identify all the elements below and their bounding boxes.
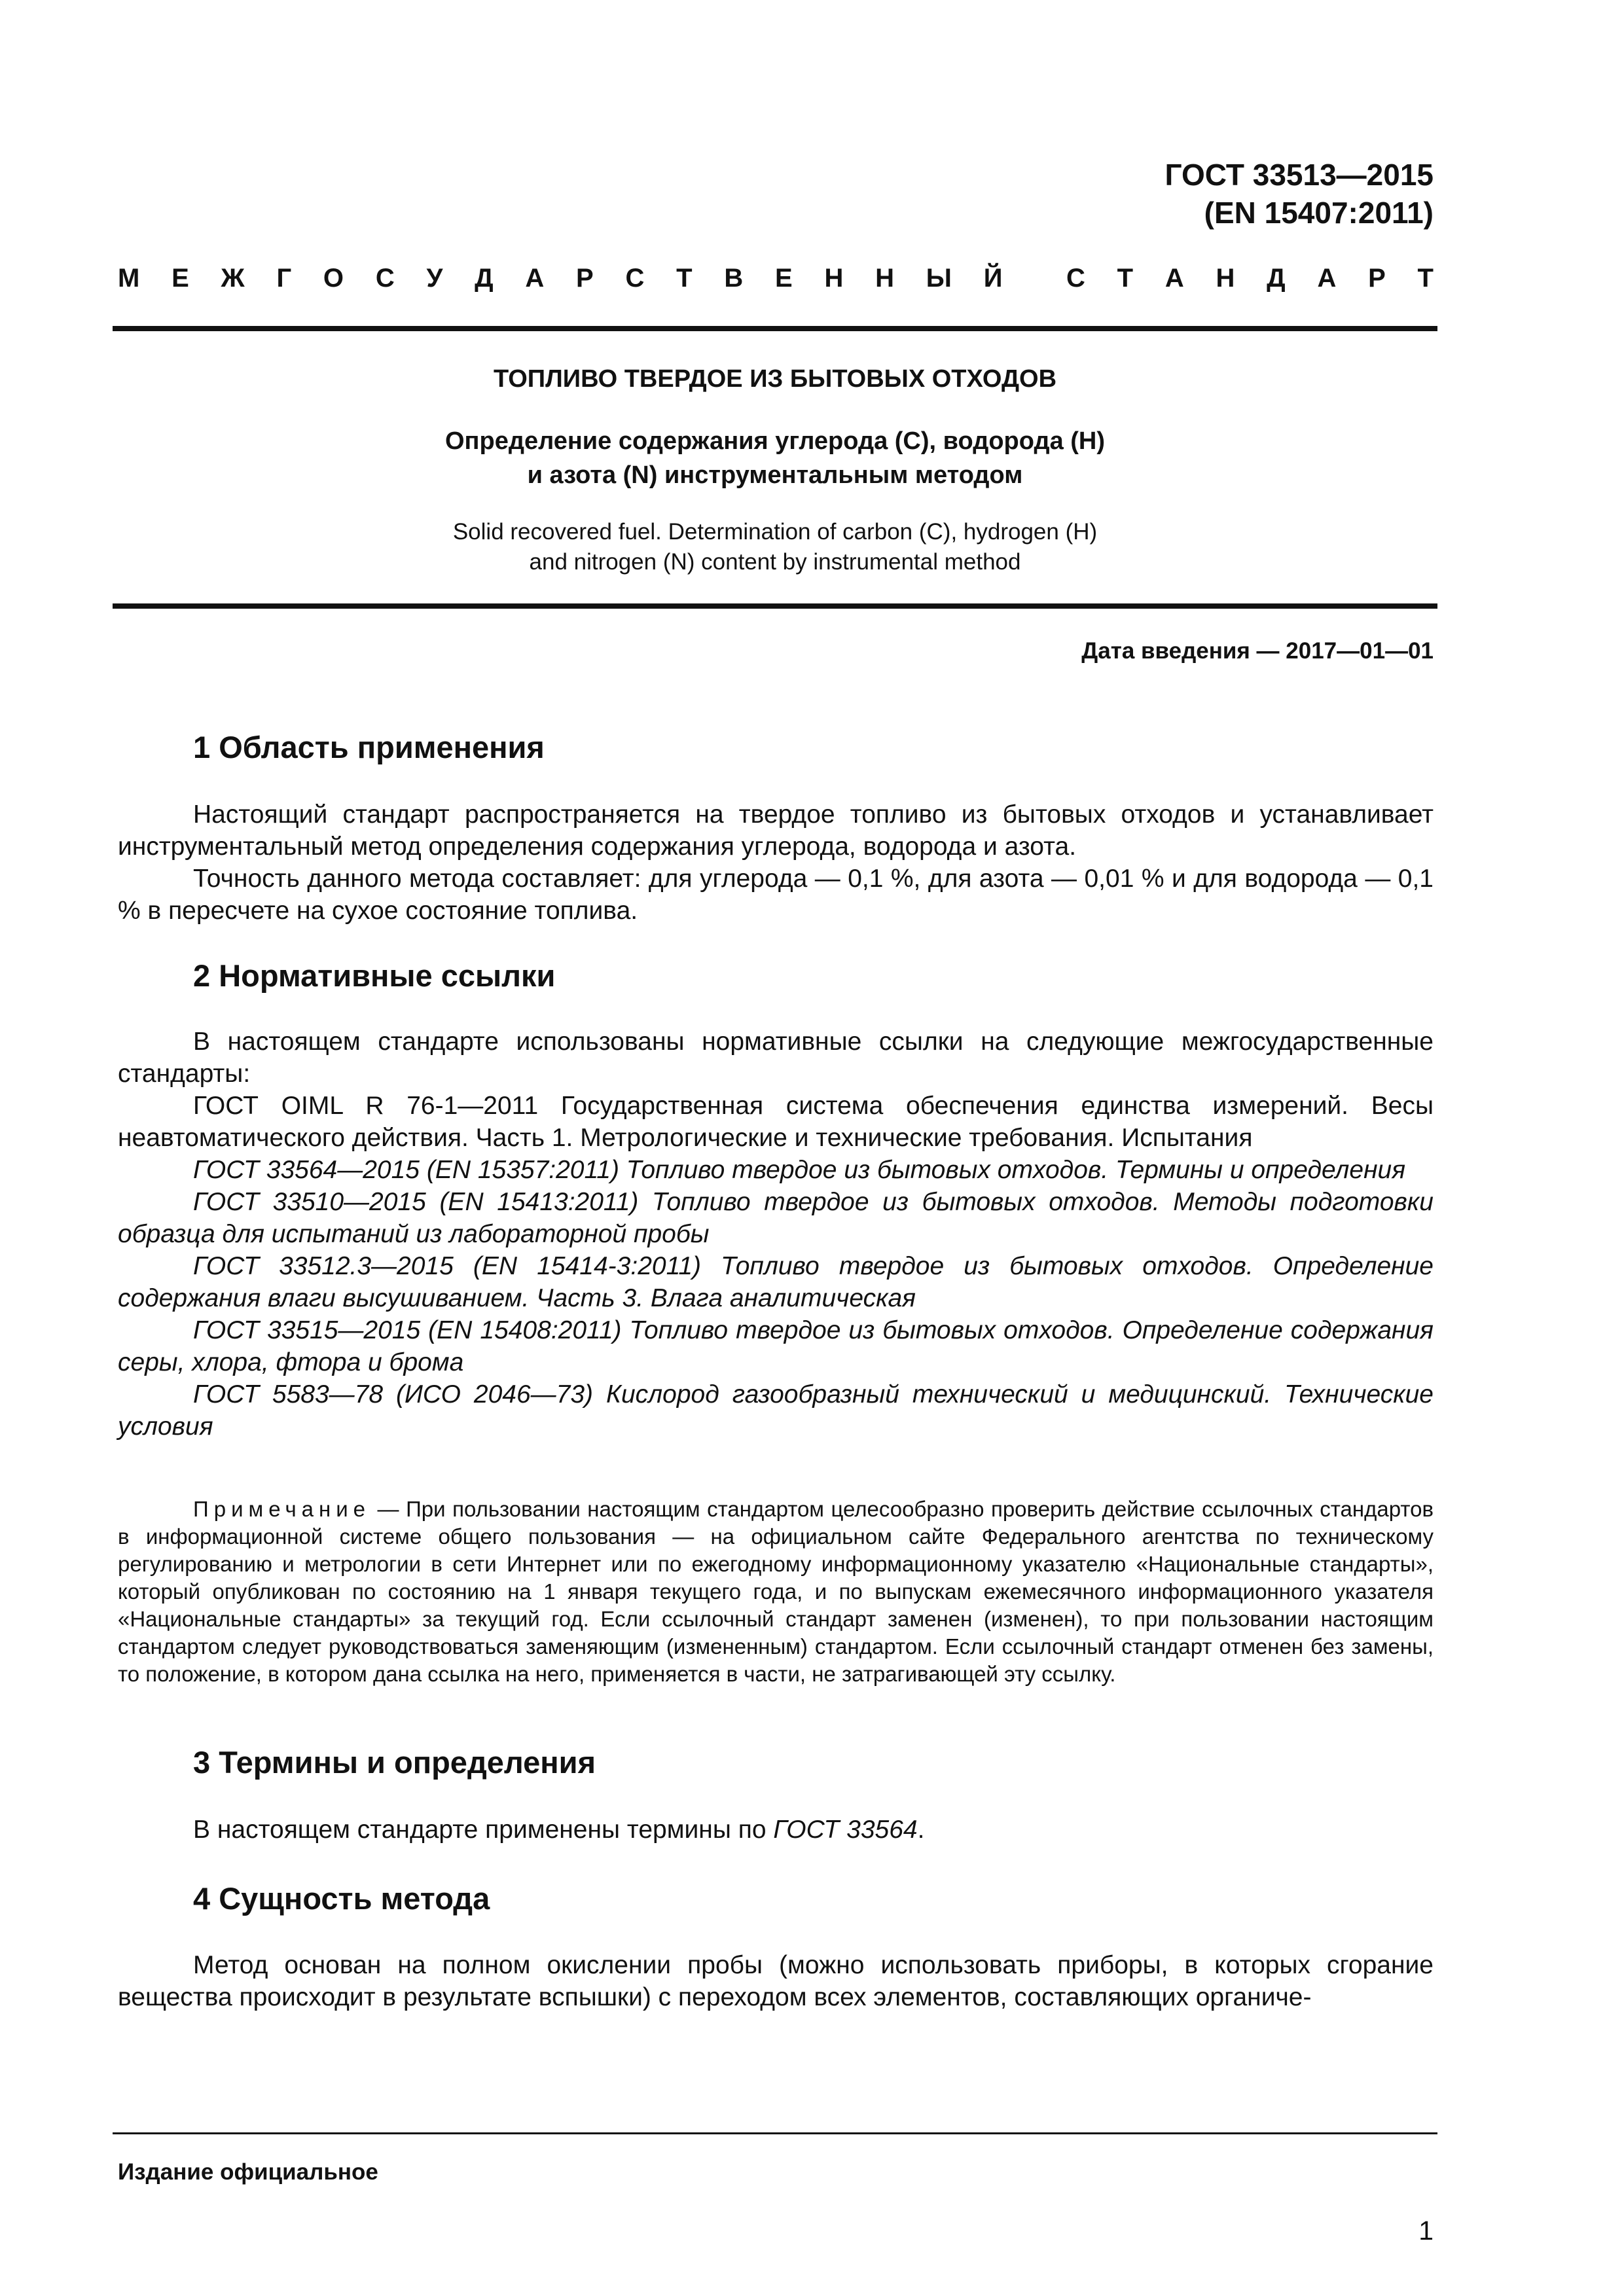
section-4-heading: 4 Сущность метода (193, 1881, 490, 1916)
standard-type-letter: Ы (926, 264, 952, 293)
standard-type-letter: Н (1216, 264, 1235, 293)
intro-date: Дата введения — 2017—01—01 (1081, 638, 1434, 664)
note-label: Примечание (193, 1497, 371, 1521)
reference-item: ГОСТ 33515—2015 (EN 15408:2011) Топливо твердое из бытовых отходов. Определение содержания серы, хлора, фтора и брома (118, 1316, 1434, 1376)
standard-type (118, 264, 1434, 293)
section-4-paragraph: Метод основан на полном окислении пробы (можно использовать приборы, в которых сгорание вещества происходит в результате вспышки) с переходом всех элементов, составляющих органиче- (118, 1951, 1434, 2011)
standard-type-letter: У (426, 264, 443, 293)
note-paragraph (118, 1496, 1434, 1688)
section-4-body (118, 1949, 1434, 2013)
section-1-heading: 1 Область применения (193, 730, 545, 764)
standard-type-letter: С (1066, 264, 1085, 293)
section-3-end: . (917, 1816, 925, 1844)
title-english-line-1: Solid recovered fuel. Determination of carbon (C), hydrogen (H) (452, 519, 1098, 545)
section-3-heading: 3 Термины и определения (193, 1745, 596, 1780)
reference-item: ГОСТ 33564—2015 (EN 15357:2011) Топливо твердое из бытовых отходов. Термины и определения (193, 1156, 1406, 1184)
standard-type-letter: В (724, 264, 744, 293)
standard-type-letter: Е (775, 264, 793, 293)
standard-type-letter: С (625, 264, 645, 293)
standard-type-letter: А (525, 264, 545, 293)
note-text: — При пользовании настоящим стандартом целесообразно проверить действие ссылочных стандартов в информационной системе общего пользования — на официальном сайте Федерального агентства по техническому регулированию и метрологии в сети Интернет или по ежегодному информационному указателю «Национальные стандарты», который опубликован по состоянию на 1 января текущего года, и по выпускам ежемесячного информационного указателя «Национальные стандарты» за текущий год. Если ссылочный стандарт заменен (изменен), то при пользовании настоящим стандартом следует руководствоваться заменяющим (измененным) стандартом. Если ссылочный стандарт отменен без замены, то положение, в котором дана ссылка на него, применяется в части, не затрагивающей эту ссылку. (118, 1497, 1434, 1686)
section-1-paragraph: Точность данного метода составляет: для углерода — 0,1 %, для азота — 0,01 % и для водорода — 0,1 % в пересчете на сухое состояние топлива. (118, 865, 1434, 925)
reference-item: ГОСТ OIML R 76-1—2011 Государственная система обеспечения единства измерений. Весы неавтоматического действия. Часть 1. Метрологические и технические требования. Испытания (118, 1092, 1434, 1152)
standard-type-letter: А (1317, 264, 1337, 293)
section-2-heading: 2 Нормативные ссылки (193, 958, 556, 993)
standard-type-letter: А (1164, 264, 1184, 293)
standard-type-letter: Н (824, 264, 844, 293)
standard-type-letter: Р (1368, 264, 1386, 293)
reference-item: ГОСТ 33512.3—2015 (EN 15414-3:2011) Топливо твердое из бытовых отходов. Определение содержания влаги высушиванием. Часть 3. Влага аналитическая (118, 1252, 1434, 1312)
standard-type-letter: Т (676, 264, 693, 293)
standard-type-letter: Т (1117, 264, 1134, 293)
footer-divider (113, 2132, 1437, 2134)
standard-type-letter: Д (1267, 264, 1286, 293)
standard-type-letter: М (118, 264, 140, 293)
title-english-line-2: and nitrogen (N) content by instrumental method (529, 549, 1021, 575)
title-english (113, 517, 1437, 577)
standard-type-letter: Й (983, 264, 1003, 293)
section-2-body (118, 1026, 1434, 1443)
section-2-intro: В настоящем стандарте использованы нормативные ссылки на следующие межгосударственные стандарты: (118, 1028, 1434, 1088)
section-1-paragraph: Настоящий стандарт распространяется на твердое топливо из бытовых отходов и устанавливает инструментальный метод определения содержания углерода, водорода и азота. (118, 800, 1434, 861)
edition-label: Издание официальное (118, 2159, 378, 2185)
title-divider (113, 603, 1437, 609)
page-number: 1 (1418, 2215, 1434, 2246)
standard-type-letter: Г (276, 264, 292, 293)
standard-type-letter: Ж (221, 264, 245, 293)
section-3-text: В настоящем стандарте применены термины по (193, 1816, 774, 1844)
header-divider (113, 326, 1437, 331)
section-3-paragraph (118, 1814, 1434, 1846)
section-3-body (118, 1814, 1434, 1846)
standard-type-letter: О (323, 264, 344, 293)
reference-item: ГОСТ 33510—2015 (EN 15413:2011) Топливо твердое из бытовых отходов. Методы подготовки образца для испытаний из лабораторной пробы (118, 1188, 1434, 1248)
subtitle-line-2: и азота (N) инструментальным методом (527, 461, 1023, 489)
note-block (118, 1496, 1434, 1688)
subtitle-line-1: Определение содержания углерода (С), водорода (Н) (444, 427, 1106, 455)
document-number-block (1165, 156, 1434, 232)
title-subtitle (113, 424, 1437, 492)
standard-type-letter: Д (475, 264, 494, 293)
en-number: (EN 15407:2011) (1204, 196, 1434, 230)
section-3-reference: ГОСТ 33564 (773, 1816, 918, 1844)
title-main: ТОПЛИВО ТВЕРДОЕ ИЗ БЫТОВЫХ ОТХОДОВ (493, 365, 1057, 393)
standard-type-letter: Е (171, 264, 189, 293)
standard-type-letter: Р (576, 264, 594, 293)
standard-type-letter: Т (1417, 264, 1434, 293)
standard-type-letter: С (375, 264, 395, 293)
standard-type-letter: Н (875, 264, 895, 293)
section-1-body (118, 798, 1434, 927)
doc-number: ГОСТ 33513—2015 (1164, 158, 1434, 192)
reference-item: ГОСТ 5583—78 (ИСО 2046—73) Кислород газообразный технический и медицинский. Технические условия (118, 1380, 1434, 1441)
